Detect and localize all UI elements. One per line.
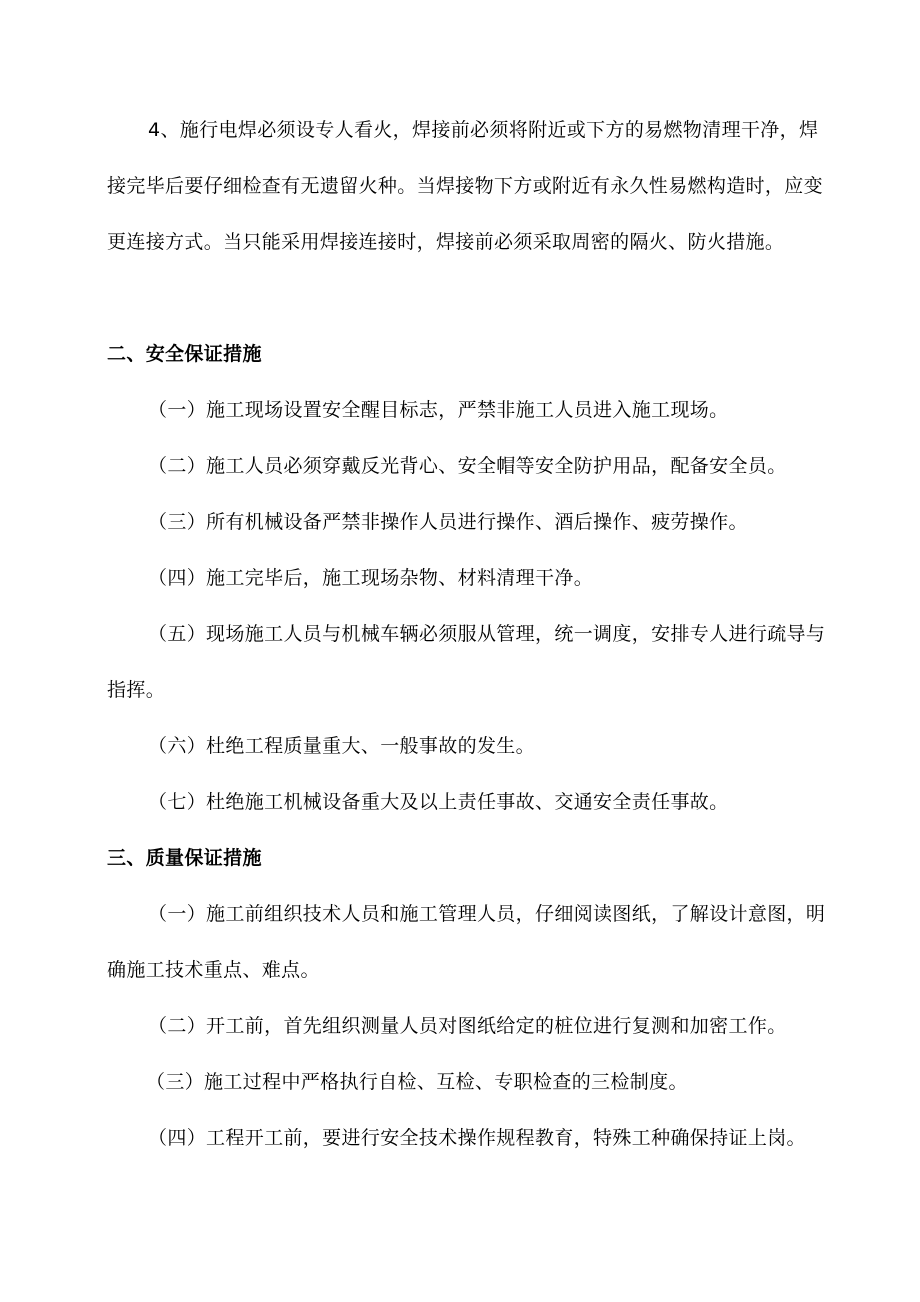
quality-item-2: （二）开工前，首先组织测量人员对图纸给定的桩位进行复测和加密工作。 [148, 1015, 787, 1037]
section-heading-safety: 二、安全保证措施 [107, 343, 262, 365]
safety-item-1: （一）施工现场设置安全醒目标志，严禁非施工人员进入施工现场。 [148, 399, 729, 421]
quality-item-1: （一）施工前组织技术人员和施工管理人员，仔细阅读图纸，了解设计意图，明确施工技术重点、难点。 [107, 903, 826, 981]
safety-item-3: （三）所有机械设备严禁非操作人员进行操作、酒后操作、疲劳操作。 [148, 511, 748, 533]
safety-item-7: （七）杜绝施工机械设备重大及以上责任事故、交通安全责任事故。 [148, 791, 729, 813]
paragraph-welding-fire-watch: 4、施行电焊必须设专人看火，焊接前必须将附近或下方的易燃物清理干净，焊接完毕后要仔细检查有无遗留火种。当焊接物下方或附近有永久性易燃构造时，应变更连接方式。当只能采用焊接连接时，焊接前必须采取周密的隔火、防火措施。 [107, 119, 823, 253]
safety-item-6: （六）杜绝工程质量重大、一般事故的发生。 [148, 735, 536, 757]
quality-item-4: （四）工程开工前，要进行安全技术操作规程教育，特殊工种确保持证上岗。 [148, 1127, 806, 1149]
safety-item-5: （五）现场施工人员与机械车辆必须服从管理，统一调度，安排专人进行疏导与指挥。 [107, 623, 826, 701]
section-heading-quality: 三、质量保证措施 [107, 847, 262, 869]
safety-item-4: （四）施工完毕后，施工现场杂物、材料清理干净。 [148, 567, 594, 589]
safety-item-2: （二）施工人员必须穿戴反光背心、安全帽等安全防护用品，配备安全员。 [148, 455, 787, 477]
quality-item-3: （三）施工过程中严格执行自检、互检、专职检查的三检制度。 [146, 1071, 688, 1093]
